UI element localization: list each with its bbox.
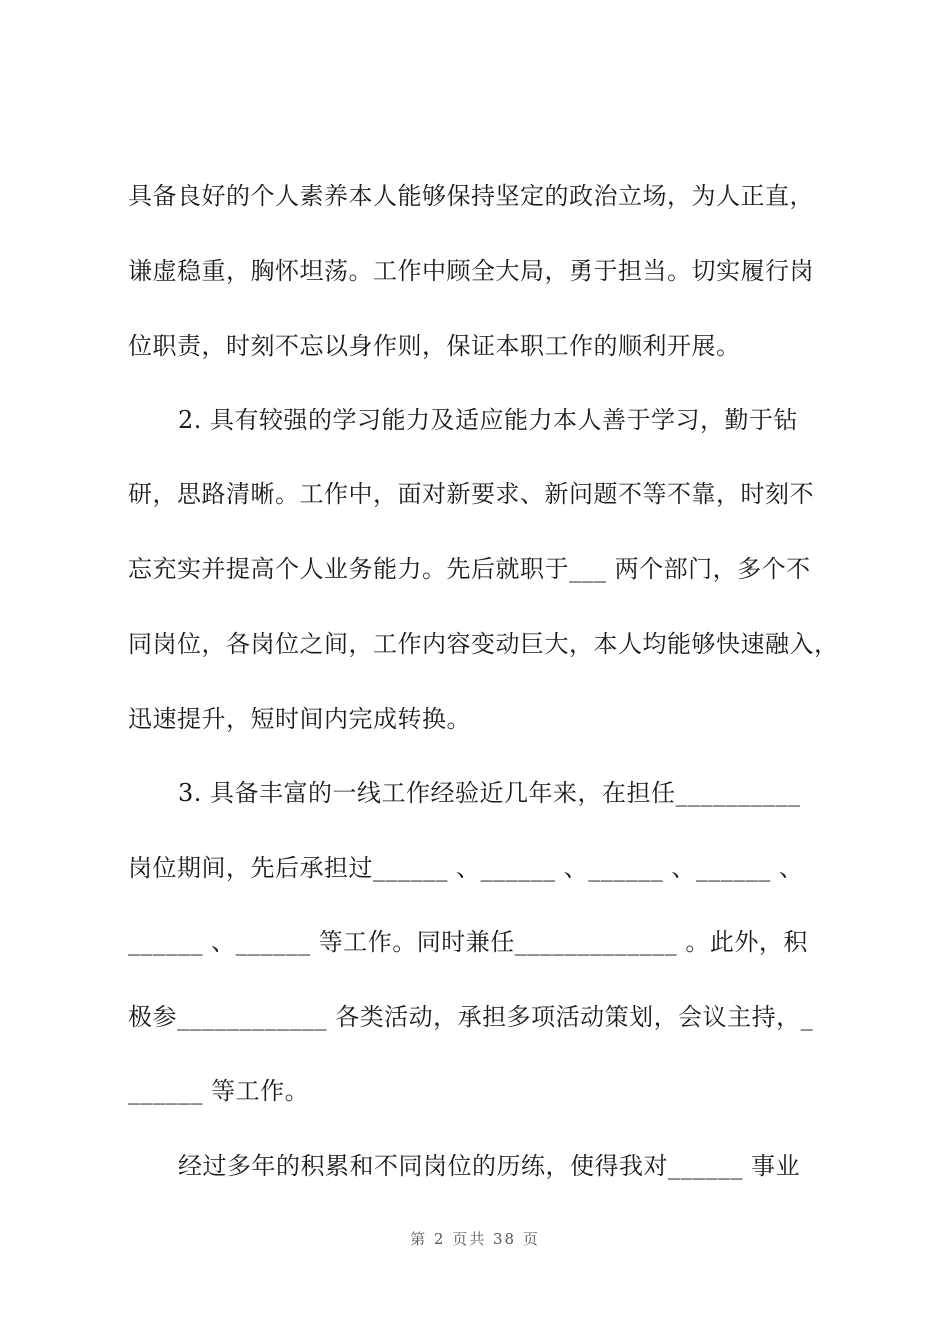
body-line-5: 研，思路清晰。工作中，面对新要求、新问题不等不靠，时刻不 bbox=[128, 480, 814, 508]
body-line-4: 2. 具有较强的学习能力及适应能力本人善于学习，勤于钻 bbox=[178, 406, 799, 434]
body-line-14: 经过多年的积累和不同岗位的历练，使得我对______ 事业 bbox=[178, 1152, 801, 1180]
page-number: 第 2 页共 38 页 bbox=[410, 1230, 540, 1248]
body-line-2: 谦虚稳重，胸怀坦荡。工作中顾全大局，勇于担当。切实履行岗 bbox=[128, 257, 814, 285]
body-line-12: 极参____________ 各类活动，承担多项活动策划，会议主持，_ bbox=[128, 1003, 814, 1031]
body-line-9: 3. 具备丰富的一线工作经验近几年来，在担任__________ bbox=[178, 779, 801, 807]
body-line-3: 位职责，时刻不忘以身作则，保证本职工作的顺利开展。 bbox=[128, 332, 741, 360]
body-line-13: ______ 等工作。 bbox=[128, 1077, 310, 1105]
body-line-7: 同岗位，各岗位之间，工作内容变动巨大，本人均能够快速融入， bbox=[128, 630, 839, 658]
body-line-8: 迅速提升，短时间内完成转换。 bbox=[128, 705, 471, 733]
body-line-6: 忘充实并提高个人业务能力。先后就职于___ 两个部门，多个不 bbox=[128, 555, 811, 583]
body-line-10: 岗位期间，先后承担过______ 、______ 、______ 、______ 、 bbox=[128, 854, 804, 882]
body-line-1: 具备良好的个人素养本人能够保持坚定的政治立场，为人正直， bbox=[128, 182, 814, 210]
body-line-11: ______ 、______ 等工作。同时兼任_____________ 。此外，积 bbox=[128, 928, 808, 956]
